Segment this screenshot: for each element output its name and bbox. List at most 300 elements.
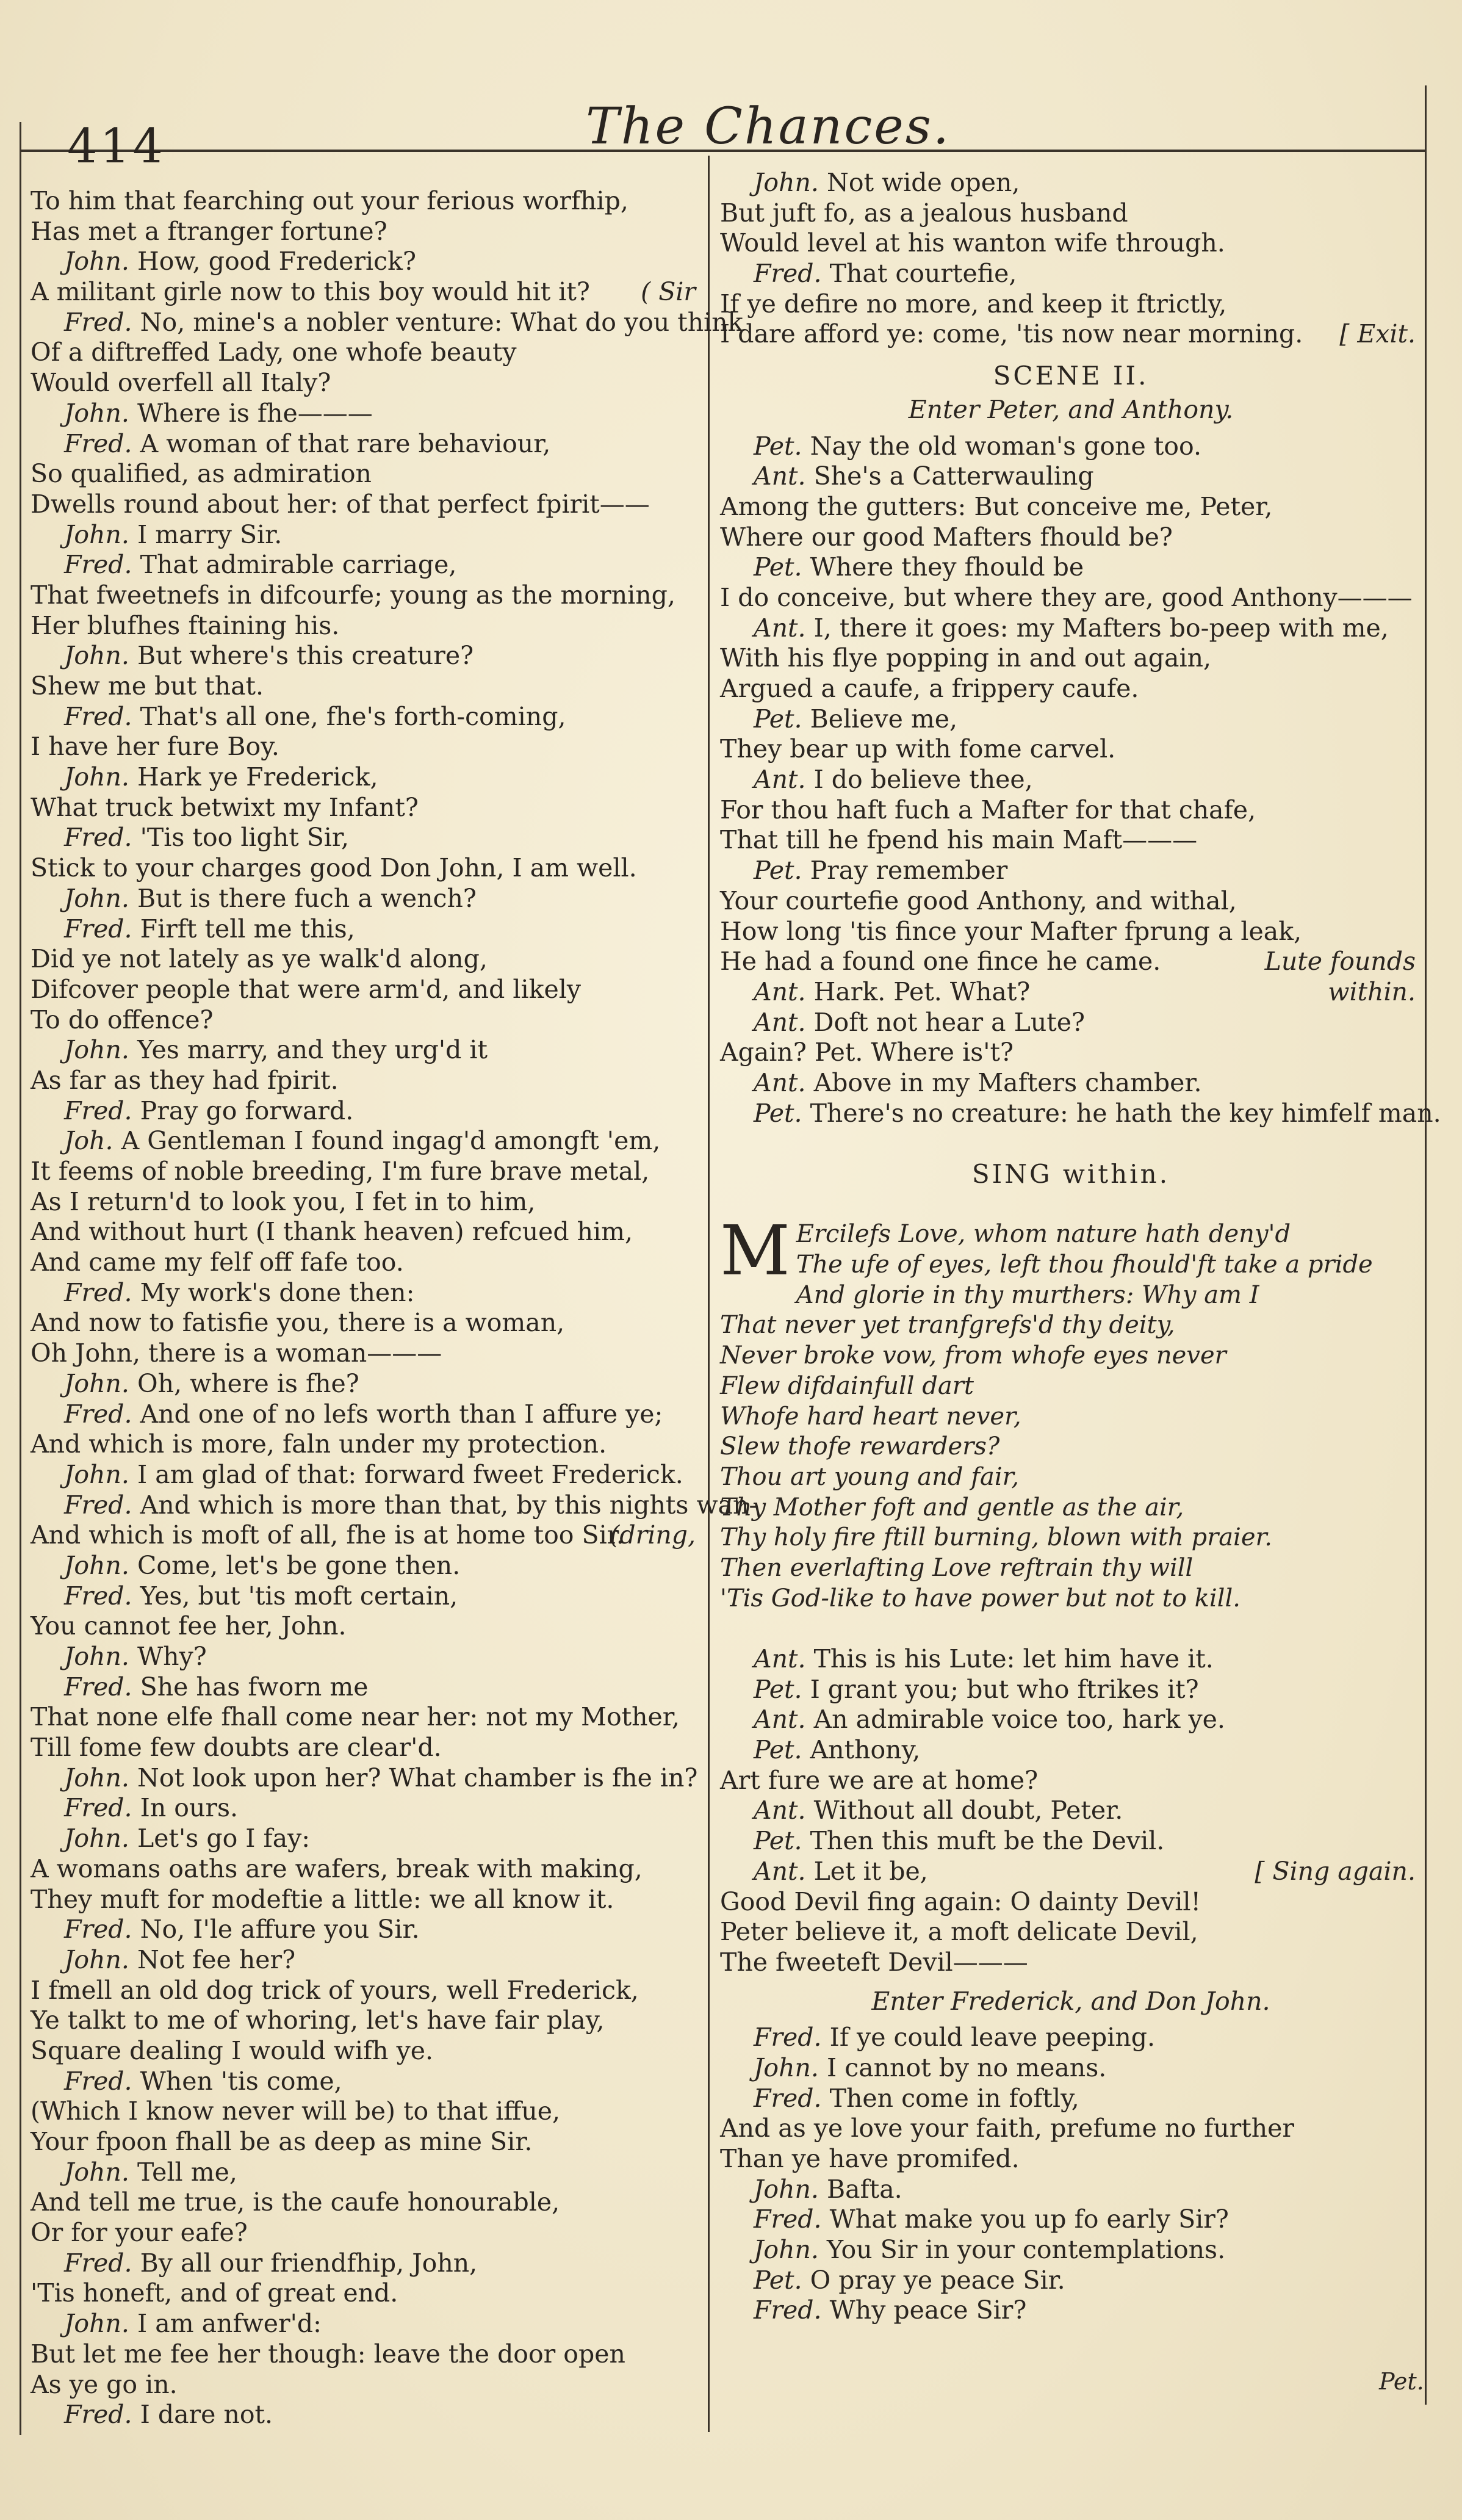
line-text: And which is more, faln under my protection.	[31, 1429, 607, 1459]
line-text: A militant girle now to this boy would hit it?	[31, 277, 590, 307]
speaker-name: Ant.	[754, 1705, 806, 1735]
line-text: As ye go in.	[31, 2369, 178, 2399]
text-line	[720, 2235, 1422, 2265]
line-text: In ours.	[140, 1793, 239, 1823]
text-line	[720, 886, 1422, 917]
line-text: Yes, but 'tis moft certain,	[140, 1581, 458, 1611]
line-text: What make you up fo early Sir?	[829, 2204, 1229, 2234]
text-line	[720, 1826, 1422, 1857]
line-text: A woman of that rare behaviour,	[140, 428, 551, 458]
text-line	[31, 307, 743, 338]
text-line	[720, 704, 1422, 735]
speaker-name: Ant.	[754, 977, 806, 1006]
line-text: Stick to your charges good Don John, I am well.	[31, 853, 637, 883]
line-text: Would overfell all Italy?	[31, 368, 331, 398]
line-text: Or for your eafe?	[31, 2218, 248, 2248]
text-line	[720, 319, 1422, 350]
line-text: A womans oaths are wafers, break with making,	[31, 1854, 643, 1883]
song-lines	[720, 1211, 1422, 1614]
text-line	[720, 765, 1422, 795]
line-text: I do believe thee,	[813, 765, 1033, 795]
line-text: Pray go forward.	[140, 1096, 354, 1125]
speaker-name: John.	[64, 519, 129, 549]
song-line: Whofe hard heart never,	[720, 1402, 1021, 1431]
line-text: And as ye love your faith, prefume no further	[720, 2114, 1294, 2143]
line-text: With his flye popping in and out again,	[720, 643, 1212, 673]
song-line: Thy holy fire ftill burning, blown with praier.	[720, 1523, 1272, 1552]
line-text: An admirable voice too, hark ye.	[813, 1705, 1225, 1735]
text-line	[31, 1763, 702, 1794]
speaker-name: John.	[64, 1368, 129, 1398]
text-line	[720, 431, 1422, 462]
speaker-name: Pet.	[754, 856, 802, 886]
line-text: I cannot by no means.	[827, 2052, 1107, 2082]
line-text: My work's done then:	[140, 1277, 415, 1307]
text-line	[31, 1217, 702, 1247]
line-text: What truck betwixt my Infant?	[31, 792, 419, 822]
speaker-name: Fred.	[64, 550, 132, 580]
song-line: 'Tis God-like to have power but not to kill.	[720, 1584, 1241, 1612]
text-line	[31, 550, 702, 580]
line-text: 'Tis too light Sir,	[140, 823, 350, 853]
line-text: Till fome few doubts are clear'd.	[31, 1733, 442, 1763]
text-line	[720, 825, 1422, 856]
text-line	[31, 1308, 702, 1338]
line-text: That fweetnefs in difcourfe; young as the morning,	[31, 580, 675, 610]
line-text: Where they fhould be	[810, 552, 1084, 582]
line-text: Where is fhe———	[137, 398, 373, 428]
text-line	[720, 2114, 1422, 2144]
text-line	[31, 1915, 702, 1945]
text-line	[720, 643, 1422, 674]
line-text: Did ye not lately as ye walk'd along,	[31, 944, 488, 974]
text-line	[31, 1096, 702, 1127]
text-line	[31, 2096, 702, 2127]
text-line	[31, 1035, 702, 1066]
line-text: How long 'tis fince your Mafter fprung a leak,	[720, 916, 1302, 946]
line-text: Without all doubt, Peter.	[813, 1796, 1123, 1825]
text-line	[31, 338, 702, 368]
text-line	[720, 1705, 1422, 1735]
line-text: Again? Pet. Where is't?	[720, 1038, 1014, 1067]
speaker-name: Fred.	[754, 2295, 822, 2325]
line-text: Firft tell me this,	[140, 914, 355, 944]
speaker-name: John.	[754, 168, 819, 197]
text-line	[720, 198, 1422, 229]
speaker-name: John.	[64, 1550, 129, 1580]
text-line	[720, 1098, 1441, 1129]
line-text: Her blufhes ftaining his.	[31, 610, 340, 640]
text-line	[720, 1735, 1422, 1766]
text-line	[31, 1551, 702, 1581]
line-text: No, mine's a nobler venture: What do you think	[140, 307, 743, 337]
speaker-name: Fred.	[754, 259, 822, 289]
song-line: Thy Mother foft and gentle as the air,	[720, 1493, 1184, 1522]
text-line	[31, 2006, 702, 2036]
line-text: As I return'd to look you, I fet in to him,	[31, 1186, 536, 1216]
stage-direction: [ Exit.	[1339, 319, 1416, 349]
line-text: Oh John, there is a woman———	[31, 1338, 442, 1368]
text-line	[31, 247, 702, 277]
text-line	[31, 1490, 758, 1521]
text-line	[720, 734, 1422, 765]
text-line	[31, 1854, 702, 1885]
text-line	[31, 277, 702, 308]
line-text: And tell me true, is the caufe honourable,	[31, 2187, 560, 2217]
speaker-name: Pet.	[754, 704, 802, 734]
line-text: Ye talkt to me of whoring, let's have fair play,	[31, 2006, 605, 2035]
speaker-name: Pet.	[754, 431, 802, 461]
text-line	[31, 1672, 702, 1703]
text-line	[720, 2084, 1422, 2114]
speaker-name: John.	[64, 398, 129, 428]
line-text: To him that fearching out your ferious worfhip,	[31, 186, 628, 215]
song-line: That never yet tranfgrefs'd thy deity,	[720, 1311, 1175, 1340]
speaker-name: Fred.	[64, 428, 132, 458]
line-text: You Sir in your contemplations.	[827, 2235, 1226, 2265]
text-line	[720, 2023, 1422, 2053]
text-line	[31, 671, 702, 702]
text-line	[31, 975, 702, 1005]
line-text: I fmell an old dog trick of yours, well Frederick,	[31, 1975, 639, 2005]
line-text: I grant you; but who ftrikes it?	[810, 1674, 1199, 1704]
text-line	[31, 186, 702, 217]
scene-heading: SCENE II.	[993, 361, 1149, 391]
text-line	[31, 1824, 702, 1854]
line-text: I have her fure Boy.	[31, 732, 279, 762]
song-line: Then everlafting Love reftrain thy will	[720, 1553, 1194, 1582]
speaker-name: Pet.	[754, 1826, 802, 1856]
text-line	[31, 641, 702, 671]
text-line	[31, 368, 702, 399]
line-text: If ye could leave peeping.	[829, 2023, 1156, 2052]
speaker-name: John.	[64, 1459, 129, 1489]
line-text: (Which I know never will be) to that iffue,	[31, 2096, 561, 2126]
speaker-name: Fred.	[64, 307, 132, 337]
text-line	[31, 1733, 702, 1763]
line-text: Pray remember	[810, 856, 1008, 886]
text-line	[720, 552, 1422, 583]
speaker-name: John.	[64, 2157, 129, 2187]
line-text: Where our good Mafters fhould be?	[720, 522, 1173, 552]
right-margin-rule	[1425, 85, 1427, 2405]
speaker-name: Pet.	[754, 2265, 802, 2295]
line-text: Bafta.	[827, 2174, 902, 2204]
line-text: Than ye have promifed.	[720, 2144, 1020, 2173]
line-text: That none elfe fhall come near her: not my Mother,	[31, 1702, 680, 1732]
text-line	[31, 459, 702, 489]
line-text: Art fure we are at home?	[720, 1765, 1039, 1795]
speaker-name: Fred.	[64, 1096, 132, 1125]
song-dropcap: M	[720, 1211, 790, 1291]
speaker-name: Fred.	[64, 1793, 132, 1823]
text-line	[720, 2144, 1422, 2175]
line-text: Hark. Pet. What?	[813, 977, 1031, 1006]
text-line	[31, 217, 702, 247]
line-text: You cannot fee her, John.	[31, 1611, 347, 1641]
text-line	[720, 168, 1422, 198]
line-text: To do offence?	[31, 1005, 214, 1034]
line-text: Above in my Mafters chamber.	[813, 1067, 1202, 1097]
text-line	[720, 1008, 1422, 1038]
text-line	[31, 823, 702, 853]
text-line	[720, 1796, 1422, 1826]
text-line	[31, 1976, 702, 2006]
speaker-name: Pet.	[754, 1098, 802, 1128]
text-line	[31, 2036, 702, 2067]
speaker-name: John.	[64, 762, 129, 792]
text-line	[720, 2265, 1422, 2296]
line-text: That's all one, fhe's forth-coming,	[140, 701, 566, 731]
text-line	[720, 1675, 1422, 1705]
text-line	[720, 1917, 1422, 1948]
text-line	[720, 2295, 1422, 2326]
line-text: She's a Catterwauling	[813, 461, 1094, 491]
line-text: Argued a caufe, a frippery caufe.	[720, 674, 1139, 703]
line-text: Among the gutters: But conceive me, Peter,	[720, 491, 1273, 521]
line-text: They muft for modeftie a little: we all know it.	[31, 1884, 614, 1914]
text-line	[720, 1857, 1422, 1887]
catchword: Pet.	[1379, 2368, 1424, 2395]
line-text: Why peace Sir?	[829, 2295, 1027, 2325]
speaker-name: Pet.	[754, 1735, 802, 1765]
text-line	[720, 613, 1422, 644]
line-text: Then come in foftly,	[829, 2083, 1079, 2113]
text-line	[720, 2204, 1422, 2235]
line-text: Peter believe it, a moft delicate Devil,	[720, 1917, 1198, 1947]
page-number: 414	[67, 119, 165, 174]
speaker-name: John.	[64, 1824, 129, 1854]
line-text: Yes marry, and they urg'd it	[137, 1035, 488, 1065]
text-line	[31, 2309, 702, 2339]
text-line	[31, 1793, 702, 1824]
text-line	[720, 947, 1422, 977]
line-text: But let me fee her though: leave the door open	[31, 2339, 625, 2369]
text-line	[720, 1644, 1422, 1675]
speaker-name: John.	[64, 1642, 129, 1671]
text-line	[31, 580, 702, 611]
line-text: And one of no lefs worth than I affure ye;	[140, 1399, 663, 1429]
line-text: They bear up with fome carvel.	[720, 734, 1116, 764]
line-text: Square dealing I would wifh ye.	[31, 2035, 434, 2065]
speaker-name: Joh.	[64, 1126, 113, 1156]
speaker-name: John.	[64, 1763, 129, 1793]
text-line	[31, 1399, 702, 1430]
text-line	[31, 853, 702, 884]
line-text: When 'tis come,	[140, 2066, 342, 2096]
speaker-name: John.	[64, 641, 129, 671]
text-line	[31, 1520, 702, 1551]
running-title: The Chances.	[586, 98, 951, 156]
text-line	[31, 1945, 702, 1976]
text-line	[31, 1278, 702, 1309]
line-text: Shew me but that.	[31, 671, 264, 701]
speaker-name: John.	[64, 247, 129, 276]
speaker-name: Ant.	[754, 1007, 806, 1037]
speaker-name: Fred.	[64, 1399, 132, 1429]
text-line	[720, 674, 1422, 704]
stage-direction: [ Sing again.	[1255, 1856, 1416, 1886]
line-text: This is his Lute: let him have it.	[813, 1644, 1214, 1673]
speaker-name: Ant.	[754, 1796, 806, 1825]
line-text: And now to fatisfie you, there is a woman,	[31, 1308, 565, 1338]
text-line	[720, 977, 1422, 1008]
line-text: Your courtefie good Anthony, and withal,	[720, 886, 1237, 915]
line-text: Good Devil fing again: O dainty Devil!	[720, 1886, 1201, 1916]
text-line	[720, 1948, 1422, 1978]
speaker-name: Fred.	[754, 2023, 822, 2052]
line-text: Hark ye Frederick,	[137, 762, 378, 792]
line-text: I do conceive, but where they are, good Anthony———	[720, 582, 1413, 612]
song	[720, 1211, 1422, 1614]
speaker-name: John.	[754, 2174, 819, 2204]
text-line	[31, 702, 702, 732]
text-line	[31, 1247, 702, 1278]
right-column-dialogue-2	[720, 1644, 1422, 1978]
stage-direction: ( Sir	[641, 277, 696, 307]
right-column-dialogue	[720, 431, 1441, 1129]
right-column-top	[720, 168, 1422, 350]
text-line	[720, 522, 1422, 553]
text-line	[31, 2157, 702, 2188]
stage-direction-enter-2: Enter Frederick, and Don John.	[871, 1986, 1270, 2016]
text-line	[720, 2175, 1422, 2205]
text-line	[31, 1369, 702, 1399]
text-line	[31, 793, 702, 823]
text-line	[31, 884, 702, 914]
speaker-name: Fred.	[64, 2400, 132, 2430]
speaker-name: Ant.	[754, 1067, 806, 1097]
line-text: Not fee her?	[137, 1944, 296, 1974]
text-line	[31, 1642, 702, 1672]
column-divider	[708, 156, 710, 2432]
stage-direction: (dring,	[610, 1520, 696, 1550]
line-text: I dare afford ye: come, 'tis now near morning.	[720, 319, 1303, 349]
text-line	[720, 492, 1422, 522]
line-text: That courtefie,	[829, 259, 1017, 289]
left-column	[31, 186, 758, 2430]
line-text: Come, let's be gone then.	[137, 1550, 461, 1580]
line-text: That admirable carriage,	[140, 550, 457, 580]
line-text: Of a diftreffed Lady, one whofe beauty	[31, 338, 517, 367]
line-text: 'Tis honeft, and of great end.	[31, 2278, 398, 2308]
text-line	[31, 489, 702, 520]
speaker-name: Fred.	[64, 1672, 132, 1702]
text-line	[31, 1460, 702, 1490]
speaker-name: John.	[64, 2309, 129, 2339]
line-text: Nay the old woman's gone too.	[810, 431, 1201, 461]
text-line	[31, 732, 702, 762]
song-line: Never broke vow, from whofe eyes never	[720, 1341, 1226, 1370]
text-line	[31, 1005, 702, 1036]
text-line	[720, 461, 1422, 492]
text-line	[31, 2127, 702, 2157]
song-line: Flew difdainfull dart	[720, 1371, 974, 1400]
song-line: Thou art young and fair,	[720, 1462, 1020, 1491]
line-text: Would level at his wanton wife through.	[720, 228, 1225, 258]
text-line	[720, 228, 1422, 259]
text-line	[720, 583, 1422, 613]
line-text: I, there it goes: my Mafters bo-peep with me,	[813, 613, 1389, 643]
text-line	[720, 1766, 1422, 1796]
line-text: But is there fuch a wench?	[137, 883, 477, 913]
speaker-name: Ant.	[754, 461, 806, 491]
speaker-name: Fred.	[64, 823, 132, 853]
text-line	[720, 2053, 1422, 2084]
right-column-dialogue-3	[720, 2023, 1422, 2326]
text-line	[720, 795, 1422, 826]
line-text: And which is more than that, by this nights wan-	[140, 1490, 758, 1520]
text-line	[31, 2248, 702, 2279]
line-text: I am glad of that: forward fweet Frederick.	[137, 1459, 683, 1489]
line-text: That till he fpend his main Maft———	[720, 825, 1198, 855]
line-text: By all our friendfhip, John,	[140, 2248, 478, 2278]
speaker-name: Pet.	[754, 1674, 802, 1704]
line-text: I marry Sir.	[137, 519, 283, 549]
line-text: I am anfwer'd:	[137, 2309, 322, 2339]
speaker-name: Ant.	[754, 1856, 806, 1886]
text-line	[31, 611, 702, 641]
line-text: No, I'le affure you Sir.	[140, 1915, 420, 1944]
speaker-name: Ant.	[754, 613, 806, 643]
line-text: Doft not hear a Lute?	[813, 1007, 1085, 1037]
speaker-name: Fred.	[64, 1915, 132, 1944]
song-line: The ufe of eyes, left thou fhould'ft take a pride	[796, 1251, 1373, 1279]
right-column	[720, 168, 1441, 2326]
line-text: Tell me,	[137, 2157, 237, 2187]
text-line	[720, 1038, 1422, 1068]
text-line	[720, 1887, 1422, 1918]
text-line	[31, 1611, 702, 1642]
speaker-name: John.	[754, 2052, 819, 2082]
text-line	[720, 917, 1422, 947]
speaker-name: Pet.	[754, 552, 802, 582]
text-line	[31, 1187, 702, 1218]
line-text: It feems of noble breeding, I'm fure brave metal,	[31, 1157, 650, 1186]
line-text: She has fworn me	[140, 1672, 369, 1702]
line-text: Your fpoon fhall be as deep as mine Sir.	[31, 2127, 533, 2156]
line-text: And without hurt (I thank heaven) refcued him,	[31, 1217, 633, 1247]
line-text: Believe me,	[810, 704, 958, 734]
speaker-name: Fred.	[64, 1490, 132, 1520]
line-text: Not look upon her? What chamber is fhe in?	[137, 1763, 698, 1793]
text-line	[31, 762, 702, 793]
text-line	[31, 2067, 702, 2097]
speaker-name: Fred.	[64, 1581, 132, 1611]
text-line	[31, 2400, 702, 2430]
song-line: And glorie in thy murthers: Why am I	[796, 1280, 1259, 1309]
text-line	[31, 1066, 702, 1096]
line-text: He had a found one fince he came.	[720, 947, 1161, 977]
line-text: If ye defire no more, and keep it ftrictly,	[720, 289, 1227, 319]
text-line	[31, 2370, 702, 2400]
text-line	[31, 2187, 702, 2218]
text-line	[720, 1068, 1422, 1099]
text-line	[31, 1157, 702, 1187]
speaker-name: John.	[754, 2235, 819, 2265]
text-line	[31, 520, 702, 551]
left-margin-rule	[20, 122, 21, 2435]
line-text: For thou haft fuch a Mafter for that chafe,	[720, 795, 1256, 825]
speaker-name: Fred.	[64, 701, 132, 731]
line-text: Dwells round about her: of that perfect fpirit——	[31, 489, 650, 519]
text-line	[31, 1581, 702, 1612]
speaker-name: Ant.	[754, 765, 806, 795]
line-text: But juft fo, as a jealous husband	[720, 198, 1128, 228]
text-line	[31, 399, 702, 429]
line-text: And came my felf off fafe too.	[31, 1247, 404, 1277]
song-heading: SING within.	[971, 1159, 1170, 1189]
